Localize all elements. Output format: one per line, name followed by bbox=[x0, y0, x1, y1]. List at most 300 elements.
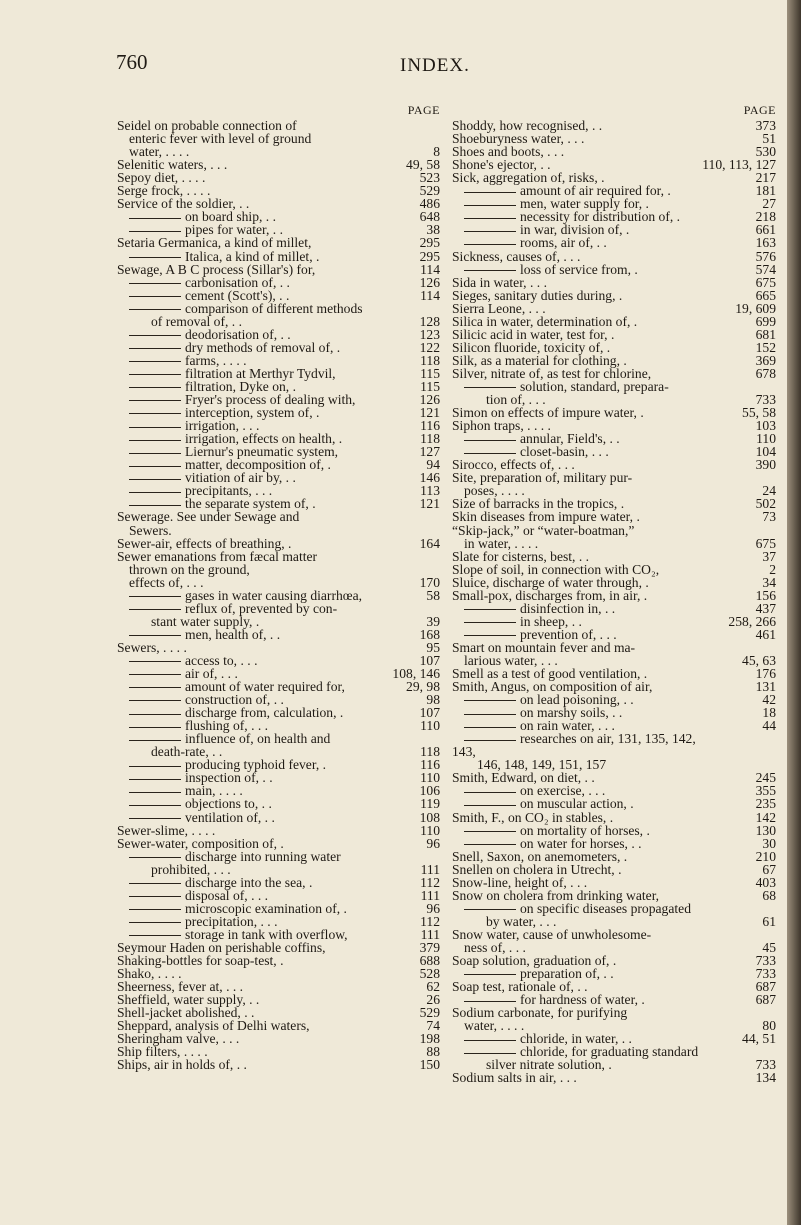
page-column-label: PAGE bbox=[407, 103, 440, 117]
entry-page-ref: 110 bbox=[420, 718, 440, 734]
ditto-dash bbox=[129, 400, 181, 401]
entry-page-ref: 665 bbox=[755, 287, 776, 303]
ditto-dash bbox=[129, 935, 181, 936]
ditto-dash bbox=[129, 857, 181, 858]
entry-text: Sodium salts in air, . . . bbox=[452, 1070, 577, 1086]
entry-text: in sheep, . . bbox=[520, 613, 582, 629]
entry-text: “Skip-jack,” or “water-boatman,” bbox=[452, 522, 635, 538]
entry-text: Shoes and boots, . . . bbox=[452, 144, 565, 160]
ditto-dash bbox=[464, 205, 516, 206]
entry-text: inspection of, . . bbox=[185, 770, 273, 786]
entry-text: Sewer emanations from fæcal matter bbox=[117, 548, 318, 564]
ditto-dash bbox=[129, 440, 181, 441]
entry-page-ref: 295 bbox=[419, 248, 440, 264]
entry-page-ref: 210 bbox=[755, 848, 776, 864]
entry-text: annular, Field's, . . bbox=[520, 431, 620, 447]
entry-page-ref: 61 bbox=[762, 913, 776, 929]
entry-page-ref: 126 bbox=[419, 274, 440, 290]
entry-text: enteric fever with level of ground bbox=[129, 131, 312, 147]
entry-page-ref: 733 bbox=[755, 953, 776, 969]
entry-page-ref: 55, 58 bbox=[742, 405, 776, 421]
entry-page-ref: 116 bbox=[420, 757, 440, 773]
entry-page-ref: 198 bbox=[419, 1031, 440, 1047]
entry-page-ref: 681 bbox=[755, 326, 776, 342]
entry-text: larious water, . . . bbox=[464, 652, 558, 668]
ditto-dash bbox=[464, 387, 516, 388]
entry-page-ref: 29, 98 bbox=[406, 679, 440, 695]
entry-page-ref: 37 bbox=[762, 548, 776, 564]
entry-page-ref: 733 bbox=[755, 966, 776, 982]
entry-text: Sheppard, analysis of Delhi waters, bbox=[117, 1018, 310, 1034]
ditto-dash bbox=[129, 257, 181, 258]
entry-page-ref: 118 bbox=[420, 431, 440, 447]
ditto-dash bbox=[129, 427, 181, 428]
entry-page-ref: 150 bbox=[419, 1057, 440, 1073]
ditto-dash bbox=[129, 413, 181, 414]
entry-page-ref: 163 bbox=[755, 235, 776, 251]
entry-text: Sewers. bbox=[129, 522, 172, 538]
entry-text: Fryer's process of dealing with, bbox=[185, 392, 356, 408]
entry-text: loss of service from, . bbox=[520, 261, 638, 277]
index-entries-right bbox=[452, 119, 776, 1084]
entry-text: ventilation of, . . bbox=[185, 809, 275, 825]
entry-text: on specific diseases propagated bbox=[520, 900, 691, 916]
entry-page-ref: 96 bbox=[426, 900, 440, 916]
entry-text: Snell, Saxon, on anemometers, . bbox=[452, 848, 628, 864]
entry-text: Italica, a kind of millet, . bbox=[185, 248, 320, 264]
entry-page-ref: 110 bbox=[420, 822, 440, 838]
entry-page-ref: 112 bbox=[420, 913, 440, 929]
entry-page-ref: 62 bbox=[426, 979, 440, 995]
entry-page-ref: 103 bbox=[755, 418, 776, 434]
entry-page-ref: 119 bbox=[420, 796, 440, 812]
entry-text: Snow on cholera from drinking water, bbox=[452, 887, 660, 903]
entry-text: amount of air required for, . bbox=[520, 183, 671, 199]
entry-page-ref: 110 bbox=[756, 431, 776, 447]
ditto-dash bbox=[129, 309, 181, 310]
entry-text: chloride, in water, . . bbox=[520, 1031, 632, 1047]
entry-page-ref: 245 bbox=[755, 770, 776, 786]
entry-page-ref: 152 bbox=[755, 339, 776, 355]
entry-text: Ships, air in holds of, . . bbox=[117, 1057, 247, 1073]
entry-text: prohibited, . . . bbox=[151, 861, 231, 877]
entry-page-ref: 142 bbox=[755, 809, 776, 825]
index-entry bbox=[117, 1058, 440, 1071]
entry-text: comparison of different methods bbox=[185, 300, 363, 316]
entry-page-ref: 675 bbox=[755, 535, 776, 551]
index-subentry bbox=[117, 771, 440, 784]
ditto-dash bbox=[129, 335, 181, 336]
ditto-dash bbox=[464, 622, 516, 623]
ditto-dash bbox=[129, 896, 181, 897]
entry-page-ref: 687 bbox=[755, 992, 776, 1008]
ditto-dash bbox=[129, 700, 181, 701]
entry-text: precipitation, . . . bbox=[185, 913, 278, 929]
ditto-dash bbox=[464, 1001, 516, 1002]
ditto-dash bbox=[129, 283, 181, 284]
ditto-dash bbox=[129, 479, 181, 480]
index-subentry bbox=[117, 341, 440, 354]
entry-text: on water for horses, . . bbox=[520, 835, 642, 851]
entry-text: Sewer-slime, . . . . bbox=[117, 822, 216, 838]
ditto-dash bbox=[464, 635, 516, 636]
entry-text: vitiation of air by, . . bbox=[185, 470, 296, 486]
entry-text: effects of, . . . bbox=[129, 574, 204, 590]
entry-text: precipitants, . . . bbox=[185, 483, 273, 499]
entry-page-ref: 295 bbox=[419, 235, 440, 251]
entry-text: death-rate, . . bbox=[151, 744, 223, 760]
entry-text: on board ship, . . bbox=[185, 209, 276, 225]
entry-text: Sewage, A B C process (Sillar's) for, bbox=[117, 261, 316, 277]
entry-text: objections to, . . bbox=[185, 796, 272, 812]
ditto-dash bbox=[129, 766, 181, 767]
entry-text: prevention of, . . . bbox=[520, 626, 617, 642]
page-number: 760 bbox=[116, 50, 148, 74]
entry-text: Soap test, rationale of, . . bbox=[452, 979, 588, 995]
index-subentry bbox=[117, 876, 440, 889]
entry-page-ref: 181 bbox=[755, 183, 776, 199]
entry-page-ref: 45, 63 bbox=[742, 652, 776, 668]
entry-text: amount of water required for, bbox=[185, 679, 345, 695]
ditto-dash bbox=[129, 687, 181, 688]
index-column-right bbox=[452, 104, 776, 1085]
entry-page-ref: 218 bbox=[755, 209, 776, 225]
entry-text: thrown on the ground, bbox=[129, 561, 250, 577]
entry-text: water, . . . . bbox=[129, 144, 190, 160]
entry-page-ref: 733 bbox=[755, 1057, 776, 1073]
entry-text: silver nitrate solution, . bbox=[486, 1057, 612, 1073]
entry-page-ref: 106 bbox=[419, 783, 440, 799]
ditto-dash bbox=[464, 831, 516, 832]
entry-text: Sewerage. See under Sewage and bbox=[117, 509, 300, 525]
entry-text: Smith, Angus, on composition of air, bbox=[452, 679, 653, 695]
ditto-dash bbox=[129, 635, 181, 636]
entry-text: Small-pox, discharges from, in air, . bbox=[452, 587, 648, 603]
entry-text: discharge into running water bbox=[185, 848, 341, 864]
ditto-dash bbox=[129, 609, 181, 610]
entry-page-ref: 529 bbox=[419, 1005, 440, 1021]
ditto-dash bbox=[464, 792, 516, 793]
entry-page-ref: 111 bbox=[420, 926, 440, 942]
entry-page-ref: 486 bbox=[419, 196, 440, 212]
entry-page-ref: 168 bbox=[419, 626, 440, 642]
ditto-dash bbox=[464, 909, 516, 910]
ditto-dash bbox=[464, 453, 516, 454]
entry-page-ref: 403 bbox=[755, 874, 776, 890]
entry-page-ref: 369 bbox=[755, 352, 776, 368]
ditto-dash bbox=[464, 270, 516, 271]
entry-text: filtration at Merthyr Tydvil, bbox=[185, 365, 336, 381]
entry-text: deodorisation of, . . bbox=[185, 326, 291, 342]
entry-page-ref: 51 bbox=[762, 131, 776, 147]
entry-text: researches on air, 131, 135, 142, 143, bbox=[452, 731, 696, 760]
index-subentry bbox=[117, 406, 440, 419]
index-entries-left bbox=[117, 119, 440, 1071]
entry-page-ref: 19, 609 bbox=[735, 300, 776, 316]
index-entry bbox=[117, 197, 440, 210]
entry-page-ref: 130 bbox=[755, 822, 776, 838]
entry-page-ref: 2 bbox=[769, 561, 776, 577]
ditto-dash bbox=[129, 453, 181, 454]
entry-page-ref: 67 bbox=[762, 861, 776, 877]
index-subentry bbox=[452, 732, 776, 758]
ditto-dash bbox=[129, 740, 181, 741]
ditto-dash bbox=[464, 218, 516, 219]
entry-page-ref: 116 bbox=[420, 418, 440, 434]
ditto-dash bbox=[129, 492, 181, 493]
entry-page-ref: 121 bbox=[419, 496, 440, 512]
entry-page-ref: 576 bbox=[755, 248, 776, 264]
entry-page-ref: 390 bbox=[755, 457, 776, 473]
index-subentry bbox=[117, 758, 440, 771]
index-subentry bbox=[117, 471, 440, 484]
entry-text: Smith, F., on CO₂ in stables, . bbox=[452, 809, 614, 825]
entry-page-ref: 126 bbox=[419, 392, 440, 408]
ditto-dash bbox=[464, 700, 516, 701]
entry-page-ref: 235 bbox=[755, 796, 776, 812]
entry-text: Sepoy diet, . . . . bbox=[117, 170, 206, 186]
entry-page-ref: 34 bbox=[762, 574, 776, 590]
entry-text: Setaria Germanica, a kind of millet, bbox=[117, 235, 312, 251]
entry-text: the separate system of, . bbox=[185, 496, 316, 512]
ditto-dash bbox=[129, 505, 181, 506]
entry-page-ref: 164 bbox=[419, 535, 440, 551]
entry-text: Snow-line, height of, . . . bbox=[452, 874, 588, 890]
ditto-dash bbox=[129, 218, 181, 219]
entry-page-ref: 111 bbox=[420, 887, 440, 903]
index-subentry bbox=[117, 902, 440, 915]
entry-page-ref: 258, 266 bbox=[728, 613, 776, 629]
index-subentry bbox=[117, 784, 440, 797]
entry-text: Liernur's pneumatic system, bbox=[185, 444, 339, 460]
entry-page-ref: 80 bbox=[762, 1018, 776, 1034]
entry-page-ref: 110, 113, 127 bbox=[702, 157, 776, 173]
entry-text: Sida in water, . . . bbox=[452, 274, 547, 290]
entry-text: Silica in water, determination of, . bbox=[452, 313, 638, 329]
entry-text: Smell as a test of good ventilation, . bbox=[452, 666, 648, 682]
entry-text: Sewer-water, composition of, . bbox=[117, 835, 284, 851]
ditto-dash bbox=[464, 805, 516, 806]
entry-text: necessity for distribution of, . bbox=[520, 209, 681, 225]
entry-text: gases in water causing diarrhœa, bbox=[185, 587, 363, 603]
entry-page-ref: 107 bbox=[419, 652, 440, 668]
ditto-dash bbox=[129, 296, 181, 297]
entry-text: Smith, Edward, on diet, . . bbox=[452, 770, 595, 786]
entry-text: men, water supply for, . bbox=[520, 196, 649, 212]
entry-text: Shoeburyness water, . . . bbox=[452, 131, 585, 147]
entry-text: producing typhoid fever, . bbox=[185, 757, 327, 773]
entry-page-ref: 170 bbox=[419, 574, 440, 590]
entry-text: Ship filters, . . . . bbox=[117, 1044, 208, 1060]
entry-text: Sluice, discharge of water through, . bbox=[452, 574, 649, 590]
entry-text: closet-basin, . . . bbox=[520, 444, 609, 460]
entry-text: preparation of, . . bbox=[520, 966, 614, 982]
entry-page-ref: 44, 51 bbox=[742, 1031, 776, 1047]
entry-page-ref: 110 bbox=[420, 770, 440, 786]
entry-page-ref: 128 bbox=[419, 313, 440, 329]
entry-page-ref: 437 bbox=[755, 600, 776, 616]
entry-text: microscopic examination of, . bbox=[185, 900, 347, 916]
entry-page-ref: 648 bbox=[419, 209, 440, 225]
entry-text: Sierra Leone, . . . bbox=[452, 300, 546, 316]
entry-page-ref: 529 bbox=[419, 183, 440, 199]
entry-text: discharge into the sea, . bbox=[185, 874, 313, 890]
entry-text: solution, standard, prepara- bbox=[520, 378, 669, 394]
entry-page-ref: 528 bbox=[419, 966, 440, 982]
entry-page-ref: 127 bbox=[419, 444, 440, 460]
ditto-dash bbox=[464, 714, 516, 715]
entry-page-ref: 111 bbox=[420, 861, 440, 877]
entry-page-ref: 176 bbox=[755, 666, 776, 682]
entry-text: Silver, nitrate of, as test for chlorine, bbox=[452, 365, 652, 381]
entry-page-ref: 95 bbox=[426, 639, 440, 655]
entry-text: Shako, . . . . bbox=[117, 966, 182, 982]
entry-text: carbonisation of, . . bbox=[185, 274, 290, 290]
entry-page-ref: 88 bbox=[426, 1044, 440, 1060]
entry-text: Simon on effects of impure water, . bbox=[452, 405, 644, 421]
ditto-dash bbox=[464, 844, 516, 845]
entry-page-ref: 373 bbox=[755, 118, 776, 134]
entry-page-ref: 98 bbox=[426, 692, 440, 708]
entry-text: Sodium carbonate, for purifying bbox=[452, 1005, 628, 1021]
ditto-dash bbox=[129, 361, 181, 362]
entry-text: Site, preparation of, military pur- bbox=[452, 470, 633, 486]
ditto-dash bbox=[464, 740, 516, 741]
ditto-dash bbox=[129, 348, 181, 349]
index-entry bbox=[452, 771, 776, 784]
entry-page-ref: 73 bbox=[762, 509, 776, 525]
entry-page-ref: 107 bbox=[419, 705, 440, 721]
entry-text: Selenitic waters, . . . bbox=[117, 157, 228, 173]
entry-text: Shoddy, how recognised, . . bbox=[452, 118, 603, 134]
entry-text: chloride, for graduating standard bbox=[520, 1044, 699, 1060]
entry-page-ref: 115 bbox=[420, 365, 440, 381]
index-subentry bbox=[117, 797, 440, 810]
entry-page-ref: 108, 146 bbox=[392, 666, 440, 682]
entry-page-ref: 18 bbox=[762, 705, 776, 721]
entry-page-ref: 39 bbox=[426, 613, 440, 629]
entry-text: matter, decomposition of, . bbox=[185, 457, 331, 473]
ditto-dash bbox=[129, 805, 181, 806]
ditto-dash bbox=[464, 440, 516, 441]
entry-page-ref: 94 bbox=[426, 457, 440, 473]
entry-text: Sheerness, fever at, . . . bbox=[117, 979, 244, 995]
entry-text: for hardness of water, . bbox=[520, 992, 645, 1008]
ditto-dash bbox=[464, 231, 516, 232]
entry-page-ref: 733 bbox=[755, 392, 776, 408]
entry-page-ref: 96 bbox=[426, 835, 440, 851]
ditto-dash bbox=[129, 818, 181, 819]
index-entry bbox=[452, 1071, 776, 1084]
entry-text: irrigation, . . . bbox=[185, 418, 260, 434]
index-column-left bbox=[117, 104, 440, 1071]
entry-text: Smart on mountain fever and ma- bbox=[452, 639, 636, 655]
entry-text: flushing of, . . . bbox=[185, 718, 269, 734]
entry-page-ref: 688 bbox=[419, 953, 440, 969]
entry-text: ness of, . . . bbox=[464, 940, 526, 955]
entry-page-ref: 134 bbox=[755, 1070, 776, 1086]
entry-page-ref: 58 bbox=[426, 587, 440, 603]
entry-page-ref: 687 bbox=[755, 979, 776, 995]
entry-text: storage in tank with overflow, bbox=[185, 926, 348, 942]
entry-page-ref: 27 bbox=[762, 196, 776, 212]
entry-text: on marshy soils, . . bbox=[520, 705, 623, 721]
entry-page-ref: 123 bbox=[419, 326, 440, 342]
entry-page-ref: 8 bbox=[433, 144, 440, 160]
entry-page-ref: 26 bbox=[426, 992, 440, 1008]
running-head: INDEX. bbox=[400, 55, 470, 76]
entry-text: of removal of, . . bbox=[151, 313, 242, 329]
entry-page-ref: 574 bbox=[755, 261, 776, 277]
entry-text: stant water supply, . bbox=[151, 613, 260, 629]
index-subentry bbox=[117, 706, 440, 719]
ditto-dash bbox=[464, 609, 516, 610]
entry-text: on muscular action, . bbox=[520, 796, 634, 812]
entry-text: Shone's ejector, . . bbox=[452, 157, 551, 173]
book-binding-edge bbox=[787, 0, 801, 1225]
ditto-dash bbox=[129, 714, 181, 715]
entry-text: access to, . . . bbox=[185, 652, 258, 668]
entry-text: filtration, Dyke on, . bbox=[185, 378, 296, 394]
entry-text: Sewers, . . . . bbox=[117, 639, 187, 655]
ditto-dash bbox=[464, 1053, 516, 1054]
entry-text: construction of, . . bbox=[185, 692, 284, 708]
entry-text: Seymour Haden on perishable coffins, bbox=[117, 940, 326, 955]
entry-text: in water, . . . . bbox=[464, 535, 539, 551]
ditto-dash bbox=[129, 922, 181, 923]
index-entry bbox=[452, 954, 776, 967]
entry-text: Siphon traps, . . . . bbox=[452, 418, 551, 434]
entry-text: Size of barracks in the tropics, . bbox=[452, 496, 625, 512]
entry-page-ref: 104 bbox=[755, 444, 776, 460]
ditto-dash bbox=[129, 596, 181, 597]
entry-text: dry methods of removal of, . bbox=[185, 339, 341, 355]
entry-text: Snellen on cholera in Utrecht, . bbox=[452, 861, 622, 877]
entry-page-ref: 121 bbox=[419, 405, 440, 421]
entry-text: discharge from, calculation, . bbox=[185, 705, 344, 721]
entry-text: main, . . . . bbox=[185, 783, 243, 799]
entry-text: disinfection in, . . bbox=[520, 600, 616, 616]
entry-page-ref: 146 bbox=[419, 470, 440, 486]
entry-page-ref: 699 bbox=[755, 313, 776, 329]
ditto-dash bbox=[129, 466, 181, 467]
ditto-dash bbox=[129, 909, 181, 910]
entry-text: disposal of, . . . bbox=[185, 887, 269, 903]
entry-page-ref: 131 bbox=[755, 679, 776, 695]
index-subentry bbox=[452, 602, 776, 615]
entry-page-ref: 661 bbox=[755, 222, 776, 238]
ditto-dash bbox=[464, 974, 516, 975]
entry-page-ref: 45 bbox=[762, 940, 776, 955]
index-entry bbox=[117, 641, 440, 654]
entry-text: Sick, aggregation of, risks, . bbox=[452, 170, 605, 186]
entry-page-ref: 49, 58 bbox=[406, 157, 440, 173]
entry-page-ref: 42 bbox=[762, 692, 776, 708]
ditto-dash bbox=[129, 883, 181, 884]
entry-text: Sickness, causes of, . . . bbox=[452, 248, 581, 264]
entry-text: Silicic acid in water, test for, . bbox=[452, 326, 615, 342]
entry-text: on mortality of horses, . bbox=[520, 822, 650, 838]
entry-text: Skin diseases from impure water, . bbox=[452, 509, 640, 525]
entry-text: Slope of soil, in connection with CO₂, bbox=[452, 561, 660, 577]
ditto-dash bbox=[129, 727, 181, 728]
entry-text: farms, . . . . bbox=[185, 352, 247, 368]
entry-page-ref: 156 bbox=[755, 587, 776, 603]
entry-text: in war, division of, . bbox=[520, 222, 630, 238]
entry-text: 146, 148, 149, 151, 157 bbox=[477, 757, 607, 773]
entry-page-ref: 68 bbox=[762, 887, 776, 903]
entry-text: on lead poisoning, . . bbox=[520, 692, 634, 708]
